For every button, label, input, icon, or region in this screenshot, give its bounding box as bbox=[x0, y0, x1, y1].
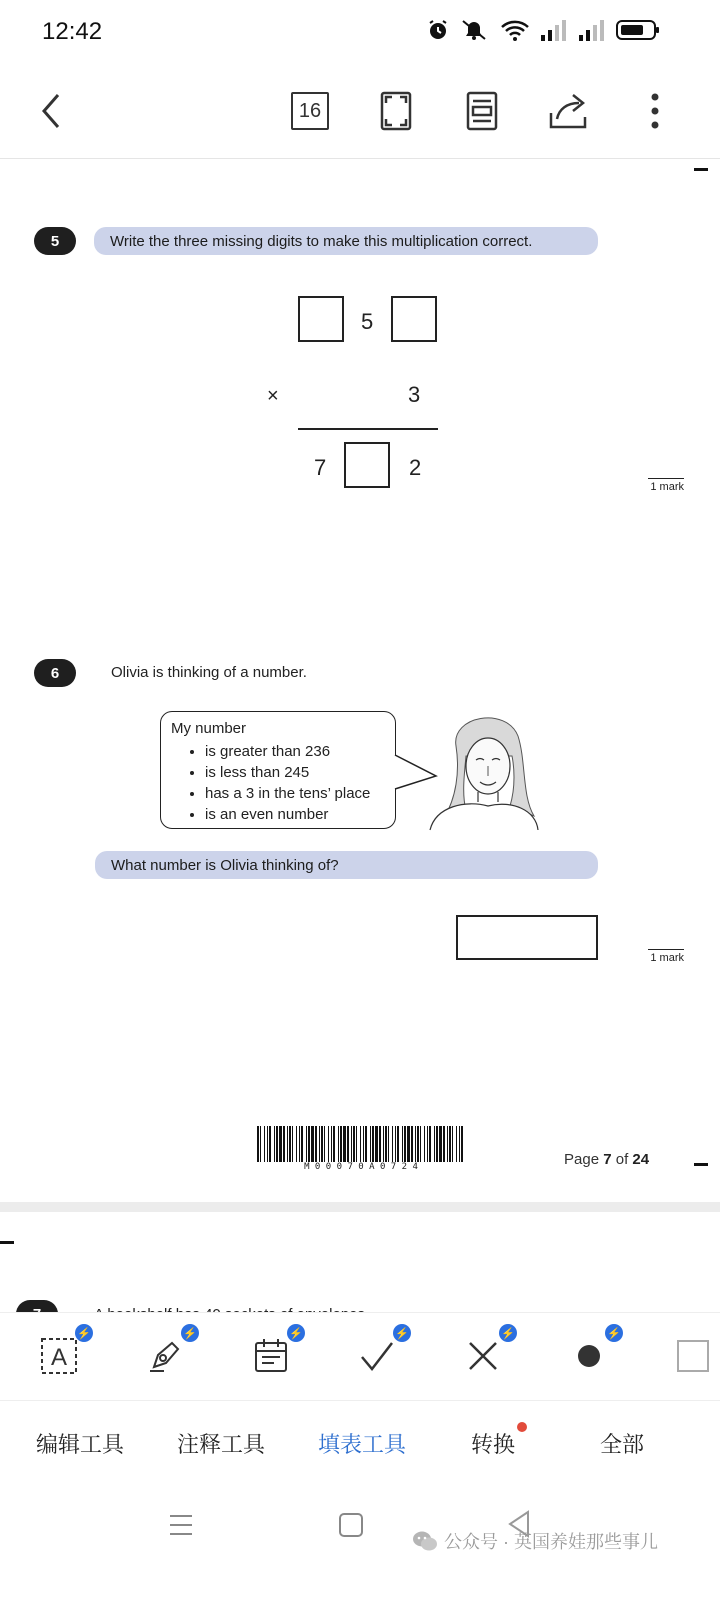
barcode-bar bbox=[404, 1126, 406, 1162]
girl-illustration bbox=[426, 706, 540, 832]
document-page[interactable] bbox=[0, 160, 720, 1202]
signature-tool[interactable] bbox=[141, 1327, 197, 1380]
barcode-bar bbox=[269, 1126, 271, 1162]
fullscreen-button[interactable] bbox=[371, 86, 421, 136]
bubble-item: • is an even number bbox=[205, 804, 385, 825]
page-current: 7 bbox=[603, 1151, 612, 1168]
text-box-tool[interactable] bbox=[35, 1327, 91, 1380]
barcode-bar bbox=[388, 1126, 389, 1162]
barcode-bar bbox=[439, 1126, 442, 1162]
lightning-badge-icon: ⚡ bbox=[181, 1324, 199, 1342]
barcode-bar bbox=[356, 1126, 357, 1162]
fullscreen-icon bbox=[380, 91, 412, 131]
barcode-bar bbox=[351, 1126, 352, 1162]
question-intro: Olivia is thinking of a number. bbox=[111, 664, 307, 681]
barcode-bar bbox=[311, 1126, 314, 1162]
page-edge-mark bbox=[694, 1163, 708, 1166]
digit-text: 5 bbox=[361, 309, 374, 334]
barcode-bar bbox=[402, 1126, 403, 1162]
more-button[interactable] bbox=[630, 86, 680, 136]
bubble-title: My number bbox=[171, 720, 247, 737]
tab-edit-tools[interactable]: 编辑工具 bbox=[36, 1432, 125, 1457]
signal-icon bbox=[578, 19, 606, 41]
watermark-text: 公众号 · 英国养娃那些事儿 bbox=[444, 1532, 658, 1552]
question-number-badge: 6 bbox=[34, 659, 76, 687]
page-label-prefix: Page bbox=[564, 1151, 600, 1168]
barcode-bar bbox=[360, 1126, 361, 1162]
barcode-bar bbox=[333, 1126, 335, 1162]
question-prompt: What number is Olivia thinking of? bbox=[95, 851, 598, 879]
barcode-bar bbox=[372, 1126, 374, 1162]
barcode-bar bbox=[449, 1126, 451, 1162]
barcode-bar bbox=[287, 1126, 288, 1162]
page-edge-mark bbox=[0, 1241, 14, 1244]
barcode-bar bbox=[447, 1126, 448, 1162]
share-icon bbox=[547, 91, 589, 131]
barcode-bar bbox=[415, 1126, 416, 1162]
barcode-bar bbox=[331, 1126, 332, 1162]
cross-tool[interactable] bbox=[459, 1327, 515, 1380]
mark-label: 1 mark bbox=[648, 478, 684, 493]
page-count-icon bbox=[291, 92, 329, 130]
barcode-bar bbox=[340, 1126, 342, 1162]
battery-icon bbox=[616, 19, 660, 41]
tab-annotation-tools[interactable]: 注释工具 bbox=[177, 1432, 266, 1457]
bubble-item: • is less than 245 bbox=[205, 762, 385, 783]
answer-box[interactable] bbox=[456, 915, 598, 960]
tab-convert[interactable] bbox=[471, 1428, 515, 1459]
missing-digit-box[interactable] bbox=[391, 296, 437, 342]
barcode-bar bbox=[315, 1126, 317, 1162]
page-count-button[interactable] bbox=[285, 86, 335, 136]
barcode-bar bbox=[397, 1126, 399, 1162]
barcode bbox=[257, 1126, 465, 1164]
lightning-badge-icon: ⚡ bbox=[499, 1324, 517, 1342]
barcode-bar bbox=[257, 1126, 259, 1162]
barcode-bar bbox=[365, 1126, 367, 1162]
barcode-bar bbox=[343, 1126, 346, 1162]
wifi-icon bbox=[500, 18, 530, 42]
question-prompt: Write the three missing digits to make this multiplication correct. bbox=[94, 227, 598, 255]
bubble-item: • is greater than 236 bbox=[205, 741, 385, 762]
dot-tool[interactable] bbox=[565, 1327, 621, 1380]
barcode-bar bbox=[328, 1126, 329, 1162]
barcode-bar bbox=[347, 1126, 349, 1162]
barcode-bar bbox=[324, 1126, 325, 1162]
barcode-bar bbox=[424, 1126, 425, 1162]
barcode-bar bbox=[395, 1126, 396, 1162]
dot-icon bbox=[570, 1337, 608, 1375]
barcode-bar bbox=[375, 1126, 378, 1162]
barcode-bar bbox=[436, 1126, 438, 1162]
barcode-bar bbox=[296, 1126, 297, 1162]
barcode-bar bbox=[417, 1126, 419, 1162]
bubble-item: • has a 3 in the tens’ place bbox=[205, 783, 385, 804]
page-edge-mark bbox=[694, 168, 708, 171]
digit-text: 2 bbox=[409, 455, 422, 480]
check-tool[interactable] bbox=[353, 1327, 409, 1380]
barcode-bar bbox=[370, 1126, 371, 1162]
barcode-bar bbox=[452, 1126, 453, 1162]
barcode-bar bbox=[461, 1126, 463, 1162]
multiplication-line bbox=[298, 428, 438, 430]
barcode-text: M 0 0 0 7 0 A 0 7 2 4 bbox=[304, 1162, 418, 1172]
calendar-icon bbox=[252, 1337, 290, 1375]
barcode-bar bbox=[363, 1126, 364, 1162]
svg-text:A: A bbox=[50, 1344, 68, 1371]
date-tool[interactable] bbox=[247, 1327, 303, 1380]
barcode-bar bbox=[301, 1126, 303, 1162]
barcode-bar bbox=[308, 1126, 310, 1162]
text-box-icon bbox=[40, 1337, 78, 1375]
back-button[interactable] bbox=[26, 86, 76, 136]
status-time: 12:42 bbox=[42, 18, 103, 45]
mark-label: 1 mark bbox=[648, 949, 684, 964]
speech-bubble bbox=[160, 711, 396, 829]
barcode-bar bbox=[379, 1126, 381, 1162]
tab-form-tools[interactable]: 填表工具 bbox=[318, 1432, 407, 1457]
home-square-icon bbox=[336, 1510, 366, 1540]
barcode-bar bbox=[319, 1126, 320, 1162]
barcode-bar bbox=[429, 1126, 431, 1162]
app-bar bbox=[0, 64, 720, 159]
status-icons bbox=[426, 18, 660, 42]
barcode-bar bbox=[289, 1126, 291, 1162]
page-separator bbox=[0, 1202, 720, 1212]
digit-text: 3 bbox=[408, 382, 421, 407]
barcode-bar bbox=[276, 1126, 278, 1162]
menu-icon bbox=[166, 1510, 196, 1540]
barcode-bar bbox=[292, 1126, 293, 1162]
page-label bbox=[564, 1151, 649, 1168]
barcode-bar bbox=[407, 1126, 410, 1162]
wechat-icon bbox=[412, 1530, 438, 1552]
barcode-bar bbox=[434, 1126, 435, 1162]
lightning-badge-icon: ⚡ bbox=[393, 1324, 411, 1342]
digit-text: 7 bbox=[314, 455, 327, 480]
mute-icon bbox=[460, 18, 490, 42]
next-page[interactable] bbox=[0, 1212, 720, 1312]
back-icon bbox=[36, 91, 66, 131]
barcode-bar bbox=[260, 1126, 261, 1162]
signal-icon bbox=[540, 19, 568, 41]
lightning-badge-icon: ⚡ bbox=[75, 1324, 93, 1342]
barcode-bar bbox=[267, 1126, 268, 1162]
barcode-bar bbox=[443, 1126, 445, 1162]
barcode-bar bbox=[427, 1126, 428, 1162]
question-number-badge: 5 bbox=[34, 227, 76, 255]
tab-convert-label: 转换 bbox=[471, 1432, 516, 1457]
reading-mode-icon bbox=[466, 91, 498, 131]
notification-dot bbox=[517, 1422, 527, 1432]
cross-icon bbox=[464, 1337, 502, 1375]
lightning-badge-icon: ⚡ bbox=[605, 1324, 623, 1342]
rectangle-icon bbox=[672, 1337, 710, 1375]
barcode-bar bbox=[353, 1126, 355, 1162]
barcode-bar bbox=[306, 1126, 307, 1162]
lightning-badge-icon: ⚡ bbox=[287, 1324, 305, 1342]
more-icon bbox=[650, 91, 660, 131]
barcode-bar bbox=[385, 1126, 387, 1162]
barcode-bar bbox=[279, 1126, 282, 1162]
bubble-list bbox=[171, 741, 385, 825]
barcode-bar bbox=[411, 1126, 413, 1162]
barcode-bar bbox=[459, 1126, 460, 1162]
rectangle-tool[interactable] bbox=[672, 1332, 712, 1380]
barcode-bar bbox=[338, 1126, 339, 1162]
barcode-bar bbox=[299, 1126, 300, 1162]
pen-icon bbox=[146, 1337, 184, 1375]
multiply-sign: × bbox=[267, 385, 279, 407]
reading-mode-button[interactable] bbox=[457, 86, 507, 136]
page-total: 24 bbox=[632, 1151, 650, 1168]
barcode-bar bbox=[321, 1126, 323, 1162]
barcode-bar bbox=[264, 1126, 265, 1162]
barcode-bar bbox=[274, 1126, 275, 1162]
barcode-bar bbox=[383, 1126, 384, 1162]
recent-apps-button[interactable] bbox=[166, 1510, 196, 1545]
missing-digit-box[interactable] bbox=[344, 442, 390, 488]
barcode-bar bbox=[420, 1126, 421, 1162]
share-button[interactable] bbox=[543, 86, 593, 136]
home-button[interactable] bbox=[336, 1510, 366, 1545]
barcode-bar bbox=[456, 1126, 457, 1162]
missing-digit-box[interactable] bbox=[298, 296, 344, 342]
barcode-bar bbox=[392, 1126, 393, 1162]
page-label-of: of bbox=[615, 1151, 629, 1168]
checkmark-icon bbox=[358, 1337, 396, 1375]
barcode-bar bbox=[283, 1126, 285, 1162]
alarm-icon bbox=[426, 18, 450, 42]
tab-all[interactable]: 全部 bbox=[600, 1432, 645, 1457]
watermark bbox=[412, 1528, 658, 1554]
page-count-label: 16 bbox=[298, 99, 322, 122]
